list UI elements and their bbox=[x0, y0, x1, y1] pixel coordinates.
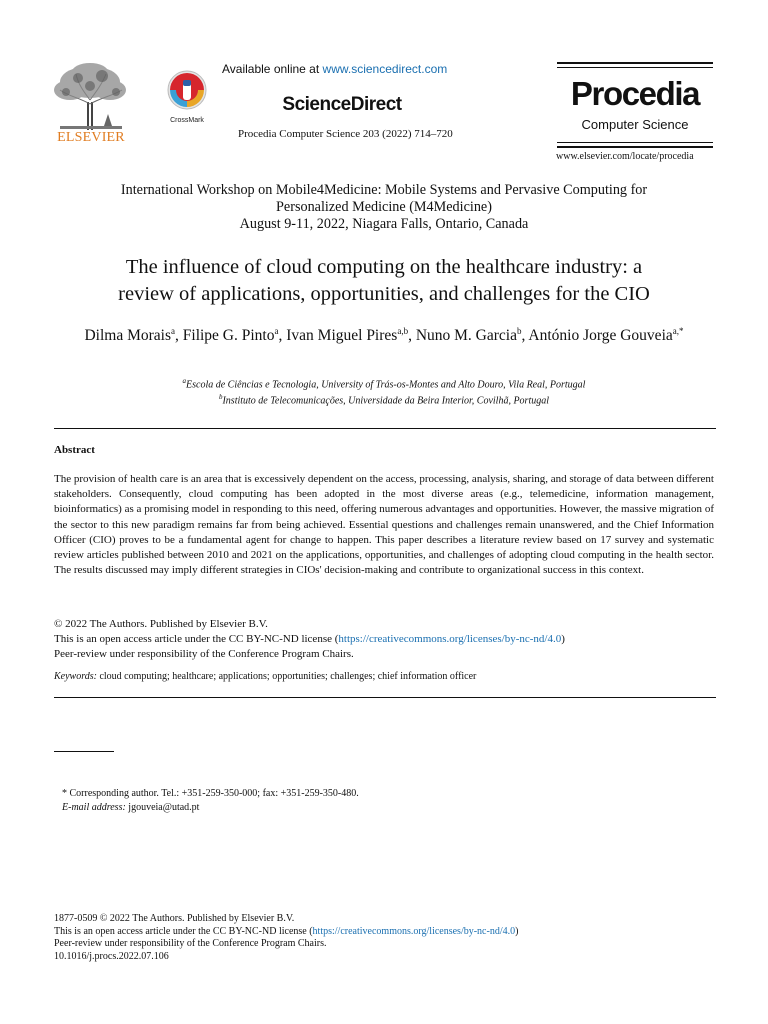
email-address[interactable]: jgouveia@utad.pt bbox=[125, 802, 200, 813]
available-prefix: Available online at bbox=[222, 62, 323, 76]
author: Filipe G. Pinto$^a$, bbox=[182, 326, 287, 345]
keywords-text: cloud computing; healthcare; applications; opportunities; challenges; chief information officer bbox=[96, 671, 477, 682]
doi[interactable]: 10.1016/j.procs.2022.07.106 bbox=[54, 950, 169, 962]
masthead-rule-top bbox=[557, 62, 713, 64]
author-list bbox=[54, 321, 714, 346]
corresponding-line: * Corresponding author. Tel.: +351-259-350-000; fax: +351-259-350-480. bbox=[62, 788, 359, 799]
license-link[interactable]: https://creativecommons.org/licenses/by-nc-nd/4.0 bbox=[338, 633, 562, 645]
crossmark-label: CrossMark bbox=[170, 117, 204, 124]
elsevier-wordmark: ELSEVIER bbox=[57, 130, 125, 145]
author: António Jorge Gouveia$^{a,*}$ bbox=[528, 326, 684, 345]
masthead-rule-bottom-thin bbox=[557, 142, 713, 143]
abstract-bottom-rule bbox=[54, 697, 716, 698]
email-line: E-mail address: jgouveia@utad.pt bbox=[62, 802, 200, 813]
journal-reference: Procedia Computer Science 203 (2022) 714–720 bbox=[238, 128, 453, 140]
keywords-label: Keywords: bbox=[54, 671, 97, 682]
title-line-2: review of applications, opportunities, and challenges for the CIO bbox=[118, 283, 650, 305]
workshop-info bbox=[0, 182, 768, 233]
masthead-rule-top-thin bbox=[557, 67, 713, 68]
license-block bbox=[54, 617, 714, 662]
affiliation: $^a$Escola de Ciências e Tecnologia, University of Trás-os-Montes and Alto Douro, Vila Real, Portugal bbox=[182, 377, 586, 391]
masthead-rule-bottom bbox=[557, 146, 713, 148]
copyright-line: © 2022 The Authors. Published by Elsevier B.V. bbox=[54, 618, 268, 630]
sciencedirect-link[interactable]: www.sciencedirect.com bbox=[322, 62, 448, 76]
procedia-masthead bbox=[557, 62, 713, 150]
affiliations bbox=[0, 375, 768, 408]
bottom-license-link[interactable]: https://creativecommons.org/licenses/by-nc-nd/4.0 bbox=[312, 925, 516, 937]
journal-title: Procedia bbox=[570, 75, 700, 112]
keywords bbox=[54, 671, 714, 682]
bottom-info bbox=[54, 913, 518, 963]
abstract-top-rule bbox=[54, 428, 716, 429]
title-line-1: The influence of cloud computing on the healthcare industry: a bbox=[125, 256, 643, 278]
workshop-line-3: August 9-11, 2022, Niagara Falls, Ontario, Canada bbox=[239, 216, 529, 232]
open-access-line: This is an open access article under the CC BY-NC-ND license (https://creativecommons.org/licenses/by-nc-nd/4.0) bbox=[54, 633, 565, 645]
abstract-heading: Abstract bbox=[54, 444, 95, 456]
bottom-open-access-line: This is an open access article under the CC BY-NC-ND license (https://creativecommons.org/licenses/by-nc-nd/4.0) bbox=[54, 925, 519, 937]
issn-line: 1877-0509 © 2022 The Authors. Published by Elsevier B.V. bbox=[54, 913, 295, 924]
corresponding-author-footnote bbox=[62, 787, 359, 815]
availability-line bbox=[222, 62, 447, 76]
bottom-peer-review: Peer-review under responsibility of the Conference Program Chairs. bbox=[54, 938, 327, 949]
footnote-rule bbox=[54, 751, 114, 752]
author: Ivan Miguel Pires$^{a,b}$, bbox=[286, 326, 416, 345]
workshop-line-2: Personalized Medicine (M4Medicine) bbox=[276, 199, 492, 215]
platform-name: ScienceDirect bbox=[282, 94, 402, 115]
workshop-line-1: International Workshop on Mobile4Medicine: Mobile Systems and Pervasive Computing for bbox=[120, 182, 648, 198]
affiliation: $^b$Instituto de Telecomunicações, Universidade da Beira Interior, Covilhã, Portugal bbox=[218, 393, 550, 407]
peer-review-line: Peer-review under responsibility of the Conference Program Chairs. bbox=[54, 648, 354, 660]
paper-title bbox=[54, 254, 714, 308]
journal-subtitle: Computer Science bbox=[581, 117, 689, 132]
abstract-body: The provision of health care is an area that is excessively dependent on the access, processing, analysis, sharing, and storage of data between different stakeholders. Consequently, cloud computing has been adopted in the most diverse areas (e.g., telemedicine, information management, bioinformatics) as a promising model in responding to this need, offering numerous advantages and opportunities. However, the massive migration of the sector to this new paradigm remains far from being achieved. Essential questions and challenges remain unanswered, and the Chief Information Officer (CIO) proves to be a fundamental agent for change to happen. This paper describes a literature review based on 17 survey and systematic review articles published between 2010 and 2021 on the applications, opportunities, and challenges of adopting cloud computing in the health sector. The results discussed may imply different strategies in CIOs' decision-making and contribute to organizational success in this context. bbox=[54, 473, 714, 577]
author: Dilma Morais$^a$, bbox=[84, 326, 183, 345]
journal-url[interactable]: www.elsevier.com/locate/procedia bbox=[556, 151, 694, 162]
author: Nuno M. Garcia$^b$, bbox=[415, 326, 529, 345]
